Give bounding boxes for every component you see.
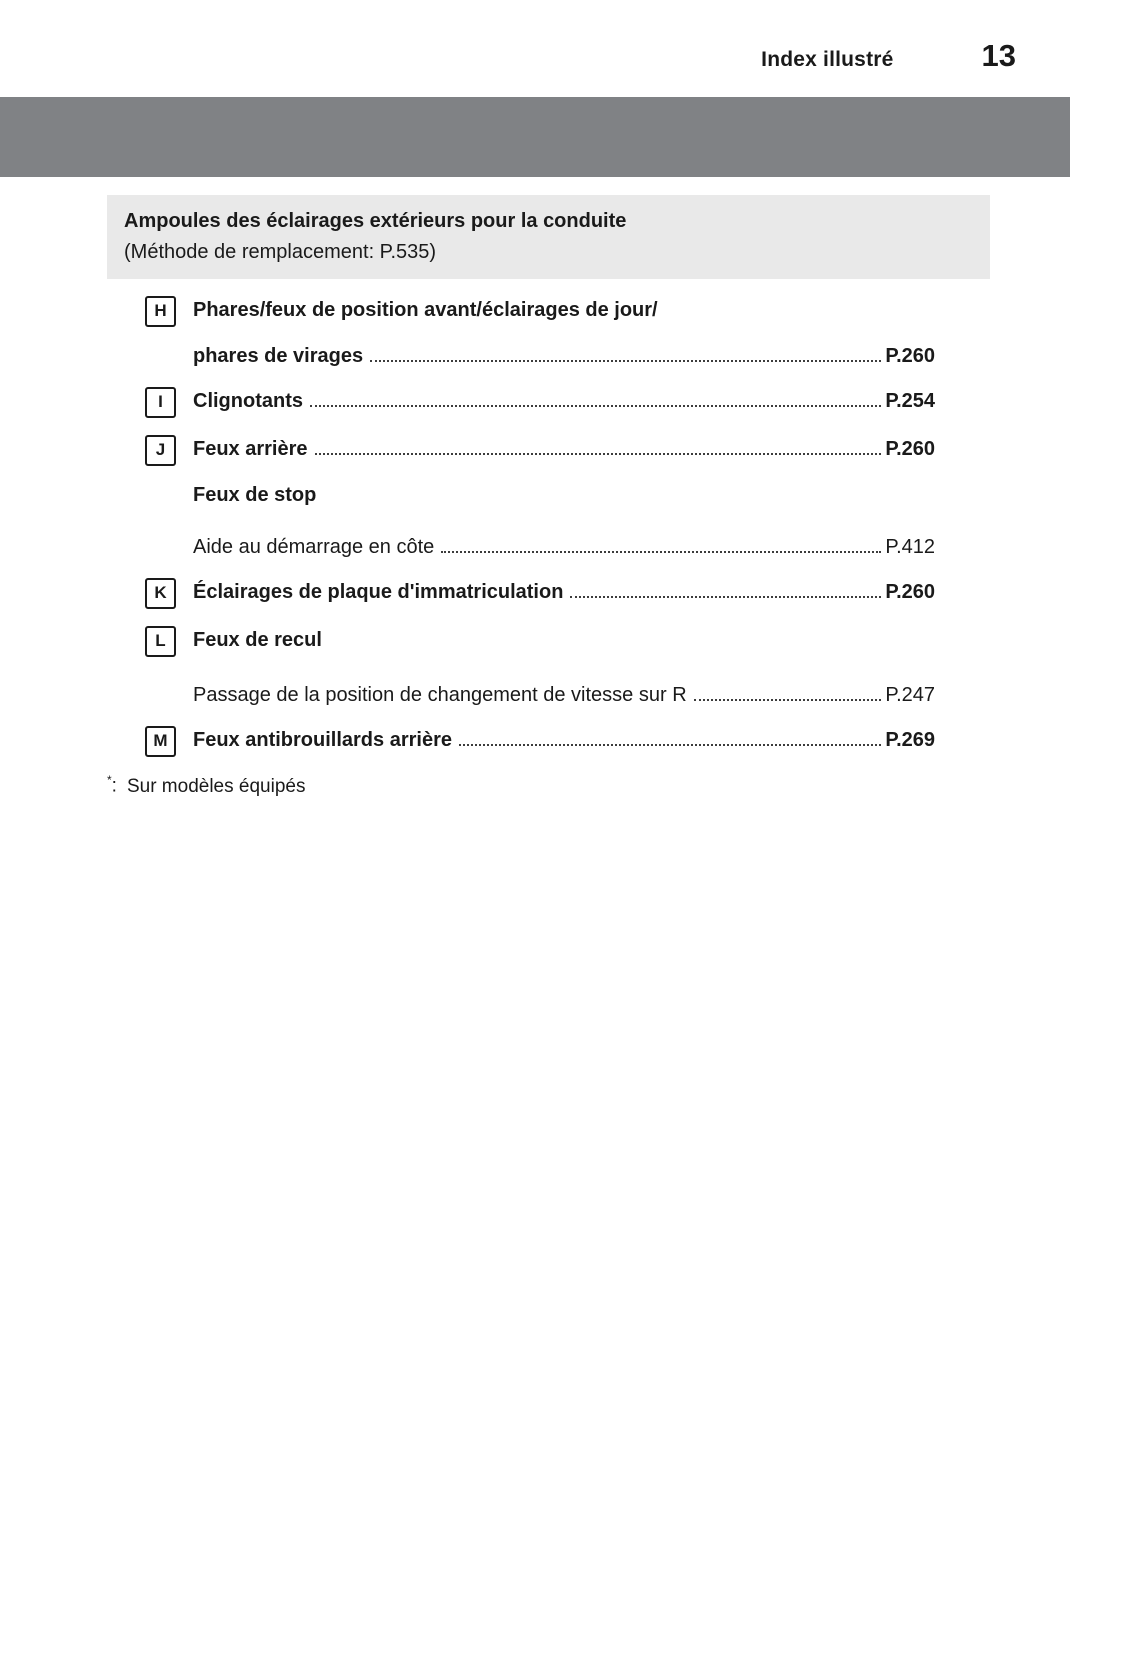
index-list xyxy=(145,296,935,757)
section-title-box xyxy=(107,195,990,279)
entry-badge: I xyxy=(145,387,176,418)
index-entry xyxy=(145,331,935,370)
index-entry xyxy=(145,578,935,609)
title-box-heading: Ampoules des éclairages extérieurs pour la conduite xyxy=(124,210,627,232)
page-content xyxy=(0,195,1142,798)
dot-leader xyxy=(370,360,881,362)
index-entry xyxy=(145,296,935,327)
entry-page-ref: P.260 xyxy=(885,438,935,461)
index-entry xyxy=(145,626,935,657)
entry-badge: H xyxy=(145,296,176,327)
dot-leader xyxy=(315,453,882,455)
entry-text: Phares/feux de position avant/éclairages de jour/ xyxy=(193,299,658,322)
entry-badge: J xyxy=(145,435,176,466)
entry-page-ref: P.247 xyxy=(885,684,935,707)
dot-leader xyxy=(570,596,881,598)
entry-text: Aide au démarrage en côte xyxy=(193,536,435,559)
entry-text: phares de virages xyxy=(193,345,364,368)
entry-text: Feux antibrouillards arrière xyxy=(193,729,452,752)
dot-leader xyxy=(459,744,881,746)
chapter-band xyxy=(0,97,1070,177)
footnote-separator: : xyxy=(111,775,117,797)
dot-leader xyxy=(441,551,881,553)
entry-page-ref: P.260 xyxy=(885,581,935,604)
index-entry xyxy=(145,670,935,709)
running-header xyxy=(761,38,1016,74)
title-box-subtitle: (Méthode de remplacement: P.535) xyxy=(124,240,437,263)
entry-text: Éclairages de plaque d'immatriculation xyxy=(193,581,564,604)
dot-leader xyxy=(694,699,882,701)
footnote-marker: * xyxy=(107,773,112,788)
entry-badge: M xyxy=(145,726,176,757)
entry-page-ref: P.260 xyxy=(885,345,935,368)
entry-page-ref: P.254 xyxy=(885,390,935,413)
entry-text: Feux de stop xyxy=(193,484,317,507)
entry-badge: L xyxy=(145,626,176,657)
dot-leader xyxy=(310,405,881,407)
entry-page-ref: P.269 xyxy=(885,729,935,752)
index-entry xyxy=(145,726,935,757)
entry-badge: K xyxy=(145,578,176,609)
entry-page-ref: P.412 xyxy=(885,536,935,559)
index-entry xyxy=(145,522,935,561)
footnote xyxy=(107,773,1142,797)
index-entry xyxy=(145,470,935,509)
index-entry xyxy=(145,435,935,466)
entry-text: Feux de recul xyxy=(193,629,322,652)
entry-text: Clignotants xyxy=(193,390,303,413)
index-entry xyxy=(145,387,935,418)
entry-text: Passage de la position de changement de vitesse sur R xyxy=(193,684,687,707)
section-title: Index illustré xyxy=(761,48,894,71)
entry-text: Feux arrière xyxy=(193,438,308,461)
page-number: 13 xyxy=(981,38,1016,73)
footnote-text: Sur modèles équipés xyxy=(126,775,306,797)
